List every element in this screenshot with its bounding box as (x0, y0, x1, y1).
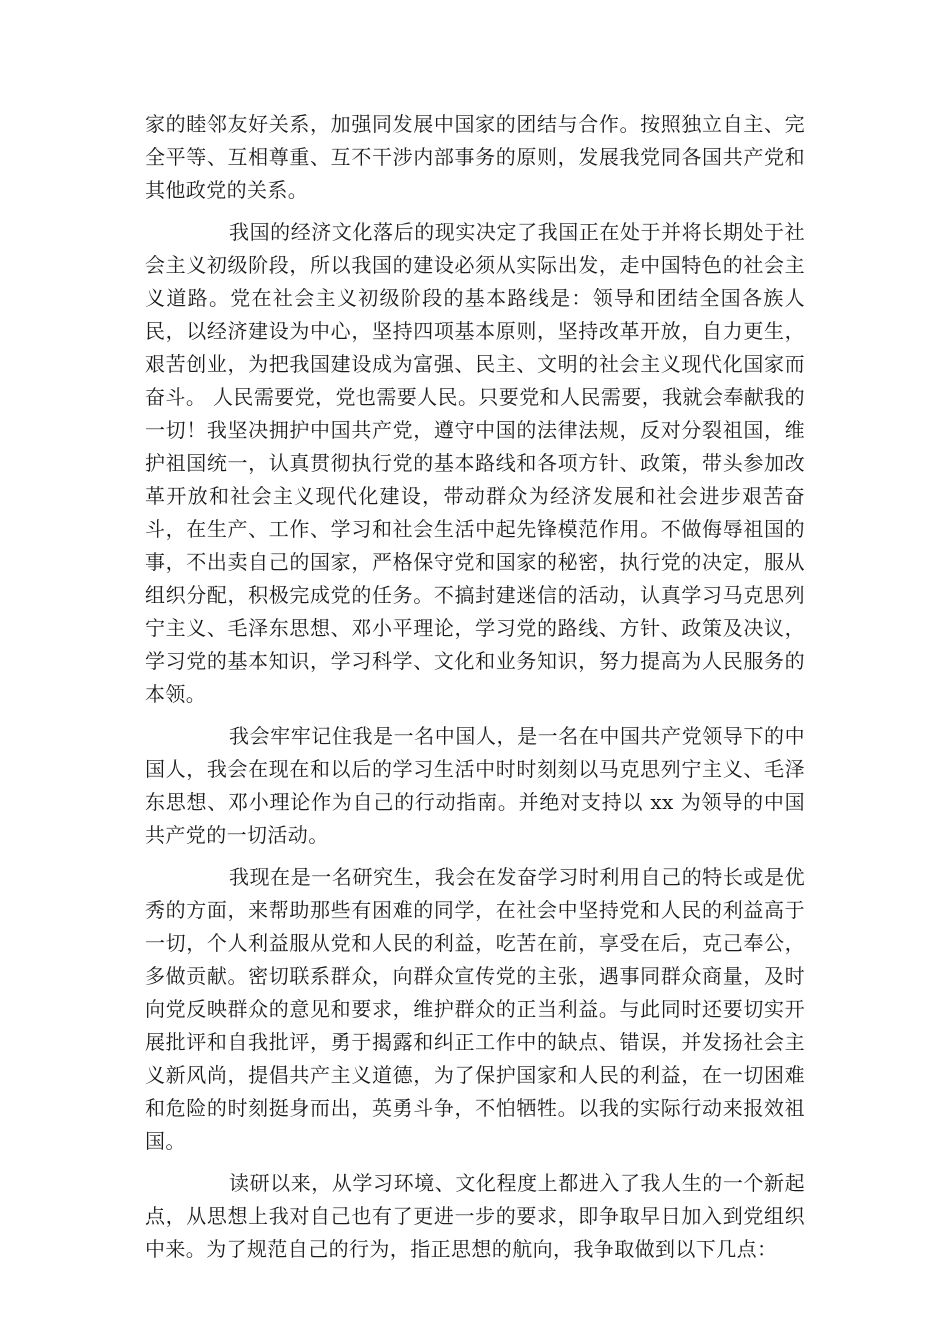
paragraph-2: 我国的经济文化落后的现实决定了我国正在处于并将长期处于社会主义初级阶段，所以我国的建设必须从实际出发，走中国特色的社会主义道路。党在社会主义初级阶段的基本路线是：领导和团结全国各族人民，以经济建设为中心，坚持四项基本原则，坚持改革开放，自力更生，艰苦创业，为把我国建设成为富强、民主、文明的社会主义现代化国家而奋斗。 人民需要党，党也需要人民。只要党和人民需要，我就会奉献我的一切！我坚决拥护中国共产党，遵守中国的法律法规，反对分裂祖国，维护祖国统一，认真贯彻执行党的基本路线和各项方针、政策，带头参加改革开放和社会主义现代化建设，带动群众为经济发展和社会进步艰苦奋斗，在生产、工作、学习和社会生活中起先锋模范作用。不做侮辱祖国的事，不出卖自己的国家，严格保守党和国家的秘密，执行党的决定，服从组织分配，积极完成党的任务。不搞封建迷信的活动，认真学习马克思列宁主义、毛泽东思想、邓小平理论，学习党的路线、方针、政策及决议，学习党的基本知识，学习科学、文化和业务知识，努力提高为人民服务的本领。 (145, 220, 805, 706)
paragraph-3: 我会牢牢记住我是一名中国人，是一名在中国共产党领导下的中国人，我会在现在和以后的学习生活中时时刻刻以马克思列宁主义、毛泽东思想、邓小理论作为自己的行动指南。并绝对支持以 xx 为领导的中国共产党的一切活动。 (145, 724, 805, 847)
paragraph-5: 读研以来，从学习环境、文化程度上都进入了我人生的一个新起点，从思想上我对自己也有了更进一步的要求，即争取早日加入到党组织中来。为了规范自己的行为，指正思想的航向，我争取做到以下几点： (145, 1171, 805, 1261)
paragraph-1: 家的睦邻友好关系，加强同发展中国家的团结与合作。按照独立自主、完全平等、互相尊重、互不干涉内部事务的原则，发展我党同各国共产党和其他政党的关系。 (145, 112, 805, 202)
paragraph-4: 我现在是一名研究生，我会在发奋学习时利用自己的特长或是优秀的方面，来帮助那些有困难的同学，在社会中坚持党和人民的利益高于一切，个人利益服从党和人民的利益，吃苦在前，享受在后，克己奉公，多做贡献。密切联系群众，向群众宣传党的主张，遇事同群众商量，及时向党反映群众的意见和要求，维护群众的正当利益。与此同时还要切实开展批评和自我批评，勇于揭露和纠正工作中的缺点、错误，并发扬社会主义新风尚，提倡共产主义道德，为了保护国家和人民的利益，在一切困难和危险的时刻挺身而出，英勇斗争，不怕牺牲。以我的实际行动来报效祖国。 (145, 865, 805, 1153)
document-body (145, 108, 805, 1275)
